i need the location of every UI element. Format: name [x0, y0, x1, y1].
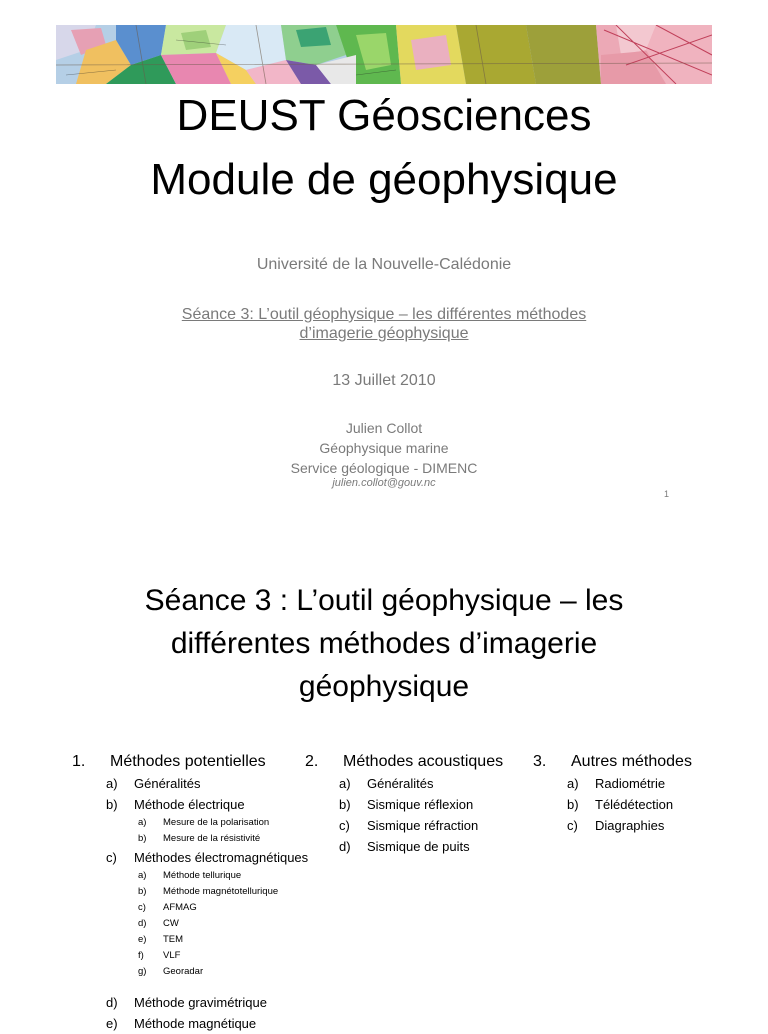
item-number: e)	[138, 934, 147, 945]
item-number: a)	[106, 776, 118, 791]
item-label: Sismique de puits	[367, 839, 470, 854]
item-label: Georadar	[163, 966, 204, 977]
item-label: VLF	[163, 950, 181, 961]
item-number: d)	[138, 918, 147, 929]
item-number: b)	[567, 797, 579, 812]
author-email: julien.collot@gouv.nc	[332, 477, 436, 489]
item-number: c)	[106, 850, 117, 865]
author-org: Service géologique - DIMENC	[290, 460, 478, 476]
item-label: Mesure de la polarisation	[163, 817, 270, 828]
item-label: TEM	[163, 934, 184, 945]
item-label: Sismique réfraction	[367, 818, 479, 833]
item-number: a)	[339, 776, 351, 791]
item-label: Généralités	[367, 776, 434, 791]
item-label: Généralités	[134, 776, 201, 791]
item-number: b)	[339, 797, 351, 812]
item-number: b)	[138, 886, 147, 897]
item-number: d)	[106, 995, 118, 1010]
page-number: 1	[664, 489, 670, 499]
item-label: Mesure de la résistivité	[163, 833, 261, 844]
item-number: g)	[138, 966, 147, 977]
date: 13 Juillet 2010	[332, 372, 436, 389]
item-number: a)	[567, 776, 579, 791]
item-label: CW	[163, 918, 179, 929]
item-number: a)	[138, 870, 147, 881]
session-title-line1: Séance 3: L’outil géophysique – les différentes méthodes	[181, 306, 587, 323]
item-label: Méthodes électromagnétiques	[134, 850, 309, 865]
item-label: Diagraphies	[595, 818, 665, 833]
main-title-line1: DEUST Géosciences	[176, 91, 592, 140]
session-title-line2: d’imagerie géophysique	[299, 325, 469, 342]
item-label: AFMAG	[163, 902, 197, 913]
item-label: Télédétection	[595, 797, 674, 812]
author-block	[0, 418, 768, 478]
item-label: Méthode magnétique	[134, 1016, 257, 1031]
item-number: f)	[138, 950, 144, 961]
session-title	[0, 305, 768, 343]
item-label: Méthode électrique	[134, 797, 245, 812]
section-number: 3.	[533, 753, 547, 770]
item-number: c)	[138, 902, 146, 913]
item-label: Méthode tellurique	[163, 870, 242, 881]
item-number: e)	[106, 1016, 118, 1031]
geology-map-banner	[56, 25, 712, 84]
item-label: Méthode gravimétrique	[134, 995, 267, 1010]
item-label: Sismique réflexion	[367, 797, 474, 812]
section-number: 2.	[305, 753, 319, 770]
item-number: b)	[106, 797, 118, 812]
slide2-title-line1: Séance 3 : L’outil géophysique – les	[144, 584, 624, 617]
slide2-title-line2: différentes méthodes d’imagerie	[170, 627, 598, 660]
item-label: Méthode magnétotellurique	[163, 886, 279, 897]
item-number: d)	[339, 839, 351, 854]
item-number: c)	[339, 818, 350, 833]
main-title-line2: Module de géophysique	[150, 155, 618, 204]
item-number: b)	[138, 833, 147, 844]
slide2-title-line3: géophysique	[298, 670, 470, 703]
item-label: Radiométrie	[595, 776, 666, 791]
item-number: c)	[567, 818, 578, 833]
university-name: Université de la Nouvelle-Calédonie	[256, 256, 512, 273]
section-title: Autres méthodes	[571, 753, 692, 770]
author-name: Julien Collot	[345, 420, 423, 436]
item-number: a)	[138, 817, 147, 828]
section-number: 1.	[72, 753, 86, 770]
author-role: Géophysique marine	[319, 440, 449, 456]
section-title: Méthodes acoustiques	[343, 753, 504, 770]
section-title: Méthodes potentielles	[110, 753, 266, 770]
